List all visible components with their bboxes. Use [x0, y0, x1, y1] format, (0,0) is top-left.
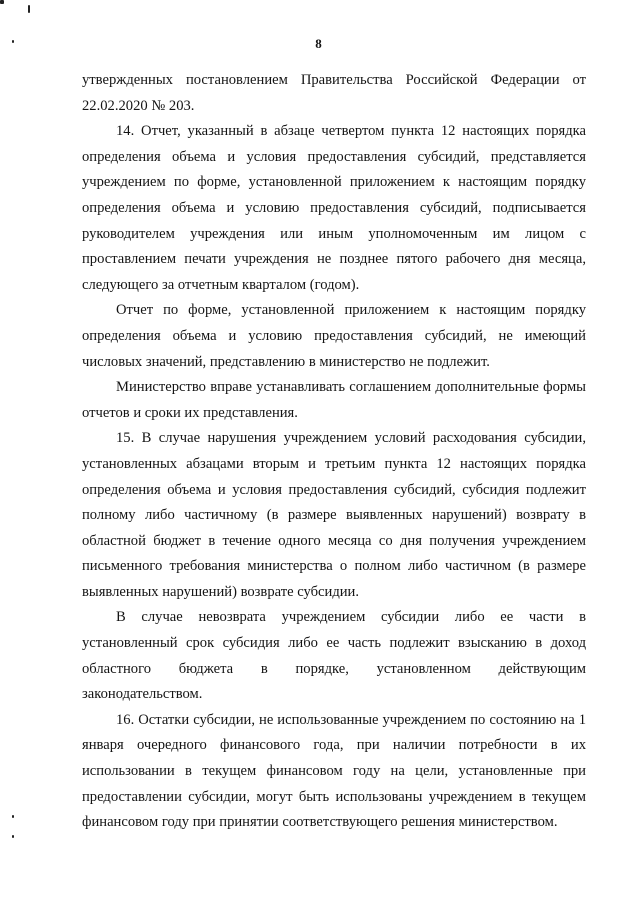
paragraph-report-form: Отчет по форме, установленной приложением к настоящим порядку определения объема и условию предоставления субсидий, не имеющий числовых значений, представлению в министерство не подлежит.: [82, 302, 586, 370]
paragraph-non-return: В случае невозврата учреждением субсидии либо ее части в установленный срок субсидия либо ее часть подлежит взысканию в доход областного бюджета в порядке, установленном действующим законодательством.: [82, 609, 586, 703]
paragraph-ministry-rights: Министерство вправе устанавливать соглашением дополнительные формы отчетов и сроки их представления.: [82, 379, 586, 421]
paragraph-item-14: 14. Отчет, указанный в абзаце четвертом пункта 12 настоящих порядка определения объема и условия предоставления субсидий, представляется учреждением по форме, установленной приложением к настоящим порядку определения объема и условию предоставления субсидий, подписывается руководителем учреждения или иным уполномоченным им лицом с проставлением печати учреждения не позднее пятого рабочего дня месяца, следующего за отчетным кварталом (годом).: [82, 123, 586, 293]
scan-speck: [12, 815, 14, 818]
page-number: 8: [315, 36, 322, 51]
paragraph-continuation: утвержденных постановлением Правительства Российской Федерации от 22.02.2020 № 203.: [82, 72, 586, 114]
scan-speck: [28, 5, 30, 13]
document-body: [82, 68, 586, 836]
scan-speck: [0, 0, 4, 4]
scan-speck: [12, 835, 14, 838]
paragraph-item-15: 15. В случае нарушения учреждением условий расходования субсидии, установленных абзацами вторым и третьим пункта 12 настоящих порядка определения объема и условия предоставления субсидий, субсидия подлежит полному либо частичному (в размере выявленных нарушений) возврату в областной бюджет в течение одного месяца со дня получения учреждением письменного требования министерства о полном либо частичном (в размере выявленных нарушений) возврате субсидии.: [82, 430, 586, 600]
paragraph-item-16: 16. Остатки субсидии, не использованные учреждением по состоянию на 1 января очередного финансового года, при наличии потребности в их использовании в текущем финансовом году на цели, установленные при предоставлении субсидии, могут быть использованы учреждением в текущем финансовом году при принятии соответствующего решения министерством.: [82, 711, 586, 831]
